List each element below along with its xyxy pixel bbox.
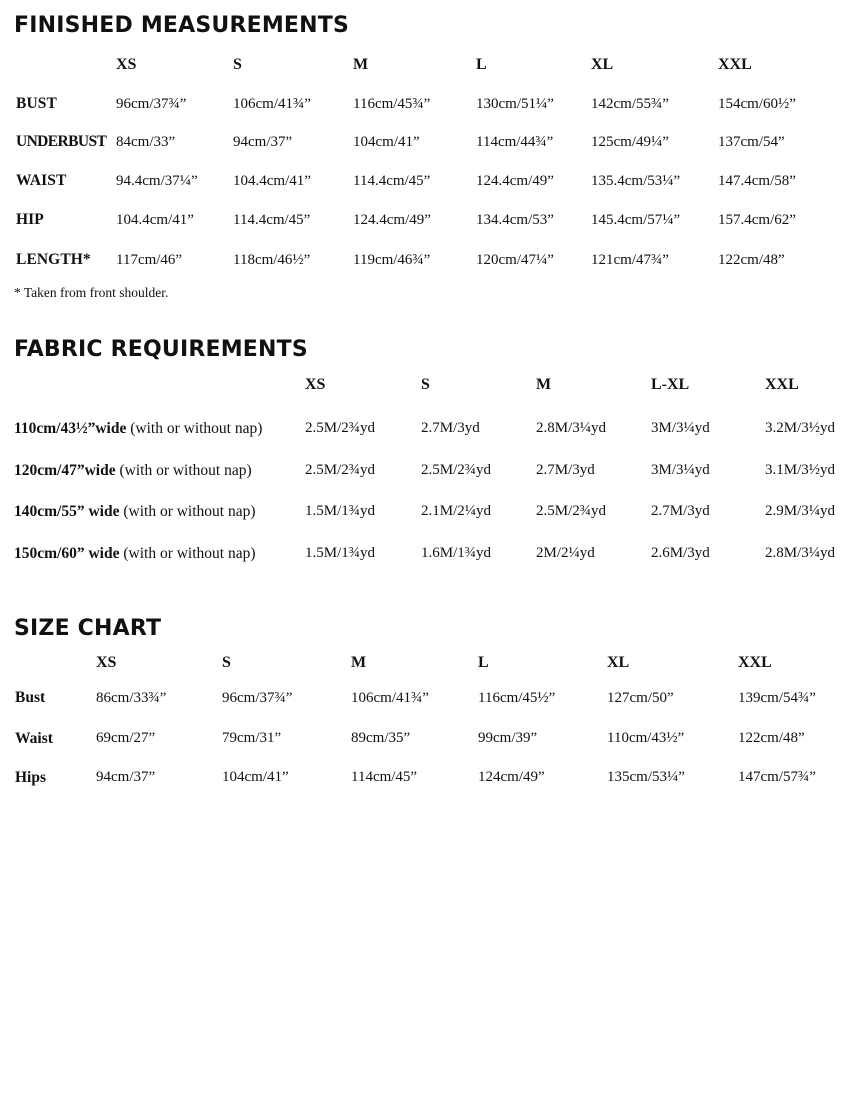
finished-cell: 84cm/33”: [116, 134, 176, 150]
size-chart-cell: 104cm/41”: [222, 769, 289, 785]
size-chart-row-label-waist: Waist: [15, 730, 53, 747]
fabric-nap-note: (with or without nap): [119, 503, 256, 520]
fabric-requirements-title: FABRIC REQUIREMENTS: [14, 337, 308, 362]
fabric-header-l-xl: L-XL: [651, 376, 690, 393]
fabric-width: 110cm/43½”wide: [14, 420, 127, 437]
size-chart-cell: 124cm/49”: [478, 769, 545, 785]
size-chart-cell: 69cm/27”: [96, 730, 156, 746]
size-chart-cell: 79cm/31”: [222, 730, 282, 746]
fabric-header-xxl: XXL: [765, 376, 799, 393]
finished-cell: 124.4cm/49”: [353, 212, 431, 228]
fabric-cell: 3M/3¼yd: [651, 420, 710, 436]
fabric-cell: 2.6M/3yd: [651, 545, 710, 561]
finished-row-label-waist: WAIST: [16, 172, 67, 189]
fabric-cell: 2M/2¼yd: [536, 545, 595, 561]
fabric-nap-note: (with or without nap): [119, 545, 256, 562]
finished-cell: 104cm/41”: [353, 134, 420, 150]
finished-cell: 125cm/49¼”: [591, 134, 669, 150]
size-chart-cell: 139cm/54¾”: [738, 690, 816, 706]
finished-cell: 106cm/41¾”: [233, 96, 311, 112]
finished-cell: 147.4cm/58”: [718, 173, 796, 189]
finished-cell: 130cm/51¼”: [476, 96, 554, 112]
fabric-width: 150cm/60” wide: [14, 545, 120, 562]
finished-row-label-bust: BUST: [16, 95, 57, 112]
size-chart-cell: 135cm/53¼”: [607, 769, 685, 785]
fabric-cell: 2.8M/3¼yd: [536, 420, 607, 436]
finished-header-xxl: XXL: [718, 56, 752, 73]
fabric-cell: 2.8M/3¼yd: [765, 545, 836, 561]
size-chart-cell: 96cm/37¾”: [222, 690, 293, 706]
fabric-cell: 1.5M/1¾yd: [305, 503, 376, 519]
finished-cell: 104.4cm/41”: [116, 212, 194, 228]
size-chart-cell: 127cm/50”: [607, 690, 674, 706]
length-footnote: * Taken from front shoulder.: [14, 285, 169, 300]
fabric-width: 140cm/55” wide: [14, 503, 120, 520]
fabric-cell: 2.5M/2¾yd: [305, 462, 376, 478]
size-chart-header-s: S: [222, 654, 231, 671]
finished-cell: 137cm/54”: [718, 134, 785, 150]
finished-cell: 121cm/47¾”: [591, 252, 669, 268]
fabric-cell: 3.1M/3½yd: [765, 462, 836, 478]
finished-measurements-title: FINISHED MEASUREMENTS: [14, 13, 350, 38]
fabric-cell: 2.5M/2¾yd: [536, 503, 607, 519]
finished-cell: 94cm/37”: [233, 134, 293, 150]
finished-header-m: M: [353, 56, 369, 73]
finished-cell: 122cm/48”: [718, 252, 785, 268]
fabric-cell: 2.7M/3yd: [536, 462, 595, 478]
finished-cell: 94.4cm/37¼”: [116, 173, 198, 189]
size-chart-title: SIZE CHART: [14, 616, 162, 641]
size-chart-header-m: M: [351, 654, 367, 671]
finished-cell: 145.4cm/57¼”: [591, 212, 681, 228]
size-chart-header-xs: XS: [96, 654, 117, 671]
finished-cell: 117cm/46”: [116, 252, 183, 268]
size-chart-cell: 110cm/43½”: [607, 730, 685, 746]
finished-cell: 120cm/47¼”: [476, 252, 554, 268]
finished-cell: 134.4cm/53”: [476, 212, 554, 228]
fabric-row-label: [14, 421, 262, 437]
finished-row-label-length: LENGTH*: [16, 251, 91, 268]
finished-header-xs: XS: [116, 56, 137, 73]
fabric-header-m: M: [536, 376, 552, 393]
size-chart-header-xxl: XXL: [738, 654, 772, 671]
finished-cell: 157.4cm/62”: [718, 212, 796, 228]
size-chart-cell: 147cm/57¾”: [738, 769, 816, 785]
fabric-cell: 2.7M/3yd: [651, 503, 710, 519]
size-chart-header-xl: XL: [607, 654, 630, 671]
size-chart-cell: 122cm/48”: [738, 730, 805, 746]
fabric-nap-note: (with or without nap): [115, 462, 252, 479]
fabric-cell: 3.2M/3½yd: [765, 420, 836, 436]
fabric-cell: 2.1M/2¼yd: [421, 503, 492, 519]
finished-header-s: S: [233, 56, 242, 73]
size-chart-cell: 86cm/33¾”: [96, 690, 167, 706]
finished-cell: 96cm/37¾”: [116, 96, 187, 112]
size-chart-row-label-hips: Hips: [15, 769, 47, 786]
finished-cell: 154cm/60½”: [718, 96, 796, 112]
finished-row-label-underbust: UNDERBUST: [16, 133, 107, 150]
finished-cell: 135.4cm/53¼”: [591, 173, 681, 189]
fabric-cell: 2.5M/2¾yd: [305, 420, 376, 436]
size-chart-cell: 116cm/45½”: [478, 690, 556, 706]
fabric-cell: 3M/3¼yd: [651, 462, 710, 478]
fabric-cell: 2.9M/3¼yd: [765, 503, 836, 519]
fabric-row-label: [14, 504, 256, 520]
finished-cell: 124.4cm/49”: [476, 173, 554, 189]
fabric-cell: 1.6M/1¾yd: [421, 545, 492, 561]
finished-cell: 118cm/46½”: [233, 252, 311, 268]
size-chart-cell: 89cm/35”: [351, 730, 411, 746]
size-chart-cell: 114cm/45”: [351, 769, 418, 785]
fabric-cell: 2.5M/2¾yd: [421, 462, 492, 478]
finished-header-l: L: [476, 56, 487, 73]
size-chart-cell: 94cm/37”: [96, 769, 156, 785]
finished-header-xl: XL: [591, 56, 614, 73]
finished-cell: 142cm/55¾”: [591, 96, 669, 112]
finished-cell: 116cm/45¾”: [353, 96, 431, 112]
fabric-cell: 2.7M/3yd: [421, 420, 480, 436]
fabric-width: 120cm/47”wide: [14, 462, 116, 479]
finished-row-label-hip: HIP: [16, 211, 44, 228]
fabric-header-s: S: [421, 376, 430, 393]
size-chart-cell: 106cm/41¾”: [351, 690, 429, 706]
size-chart-header-l: L: [478, 654, 489, 671]
finished-cell: 119cm/46¾”: [353, 252, 431, 268]
size-chart-cell: 99cm/39”: [478, 730, 538, 746]
finished-cell: 114.4cm/45”: [353, 173, 431, 189]
fabric-nap-note: (with or without nap): [126, 420, 263, 437]
size-chart-row-label-bust: Bust: [15, 689, 46, 706]
fabric-cell: 1.5M/1¾yd: [305, 545, 376, 561]
finished-cell: 114cm/44¾”: [476, 134, 554, 150]
finished-cell: 114.4cm/45”: [233, 212, 311, 228]
fabric-row-label: [14, 546, 256, 562]
fabric-row-label: [14, 463, 252, 479]
fabric-header-xs: XS: [305, 376, 326, 393]
finished-cell: 104.4cm/41”: [233, 173, 311, 189]
